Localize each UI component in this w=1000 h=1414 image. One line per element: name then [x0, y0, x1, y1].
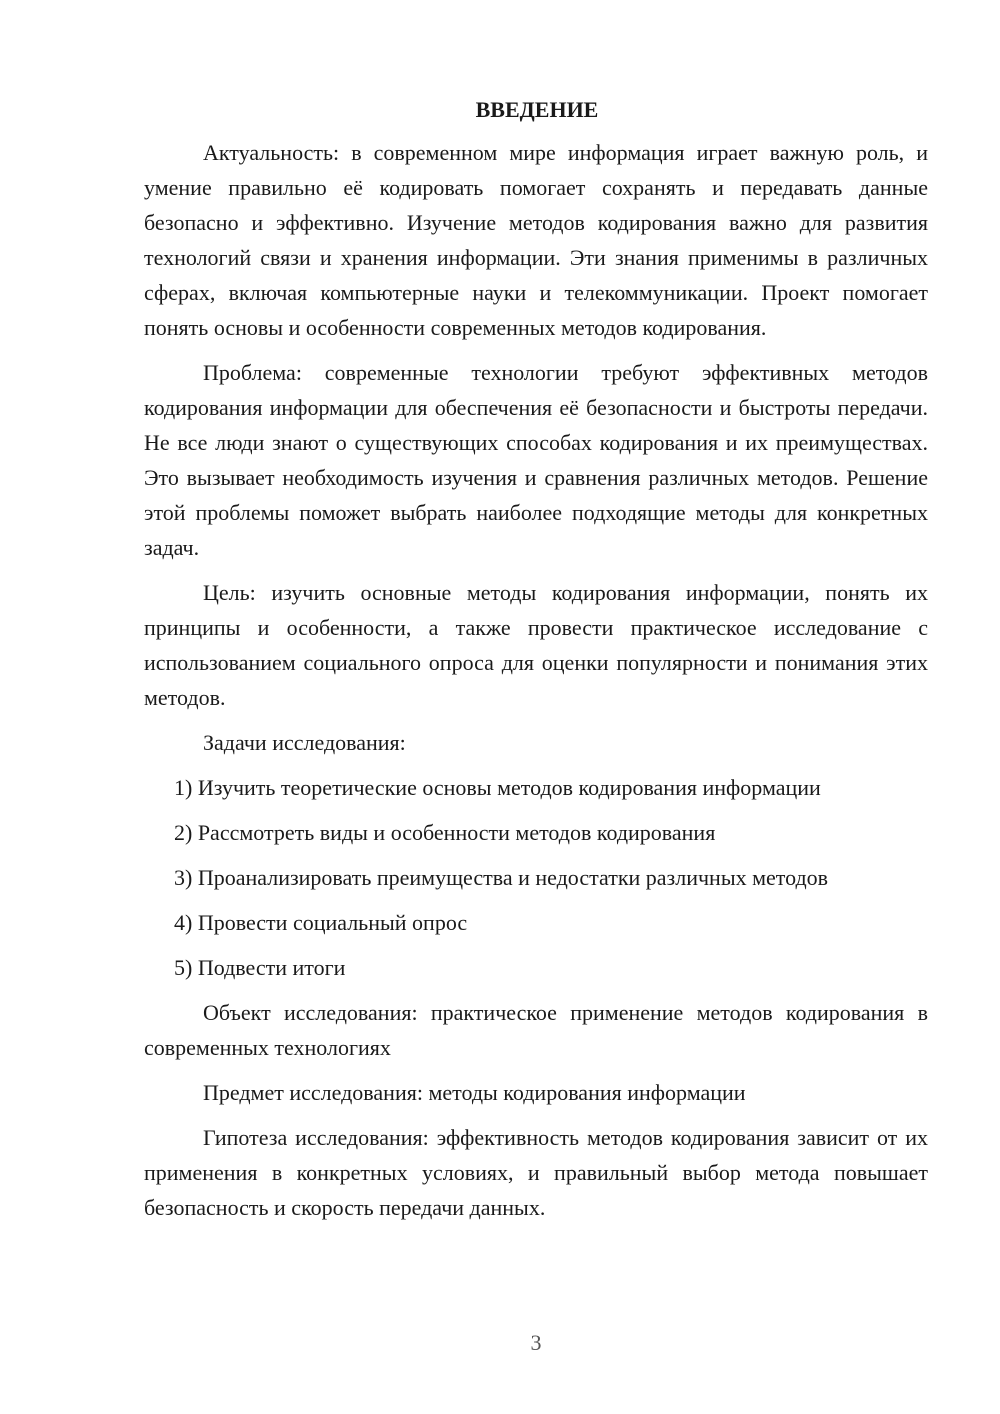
page-number: 3	[530, 1330, 542, 1355]
problem-paragraph: Проблема: современные технологии требуют эффективных методов кодирования информации для обеспечения её безопасности и быстроты передачи. Не все люди знают о существующих способах кодирования и их преимуществах. Это вызывает необходимость изучения и сравнения различных методов. Решение этой проблемы поможет выбрать наиболее подходящие методы для конкретных задач.	[144, 360, 928, 560]
subject-paragraph: Предмет исследования: методы кодирования информации	[203, 1080, 746, 1105]
hypothesis-paragraph: Гипотеза исследования: эффективность методов кодирования зависит от их применения в конкретных условиях, и правильный выбор метода повышает безопасность и скорость передачи данных.	[144, 1125, 928, 1220]
document-page	[144, 92, 928, 1235]
tasks-list	[144, 770, 928, 985]
task-item: 4) Провести социальный опрос	[174, 910, 468, 935]
task-item: 2) Рассмотреть виды и особенности методов кодирования	[174, 820, 716, 845]
tasks-heading: Задачи исследования:	[203, 730, 406, 755]
object-paragraph: Объект исследования: практическое применение методов кодирования в современных технологиях	[144, 1000, 928, 1060]
task-item: 5) Подвести итоги	[174, 955, 346, 980]
task-item: 3) Проанализировать преимущества и недостатки различных методов	[174, 865, 829, 890]
page-title: ВВЕДЕНИЕ	[475, 97, 599, 122]
task-item: 1) Изучить теоретические основы методов кодирования информации	[174, 775, 821, 800]
goal-paragraph: Цель: изучить основные методы кодирования информации, понять их принципы и особенности, а также провести практическое исследование с использованием социального опроса для оценки популярности и понимания этих методов.	[144, 580, 928, 710]
relevance-paragraph: Актуальность: в современном мире информация играет важную роль, и умение правильно её кодировать помогает сохранять и передавать данные безопасно и эффективно. Изучение методов кодирования важно для развития технологий связи и хранения информации. Эти знания применимы в различных сферах, включая компьютерные науки и телекоммуникации. Проект помогает понять основы и особенности современных методов кодирования.	[144, 140, 928, 340]
